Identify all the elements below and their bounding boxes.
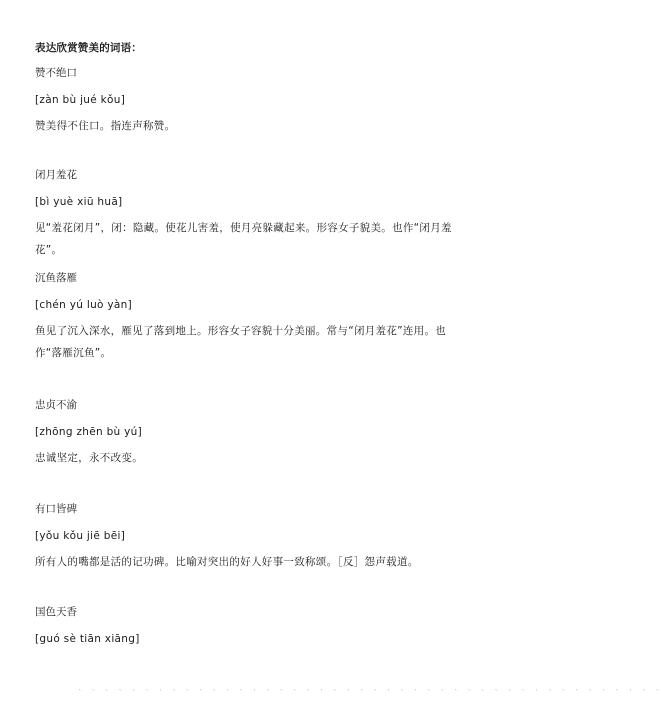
- entry-pinyin: [chén yú luò yàn]: [35, 299, 133, 311]
- entry-term: 有口皆碑: [35, 503, 77, 515]
- entry-definition: 见“羞花闭月”，闭：隐藏。使花儿害羞，使月亮躲藏起来。形容女子貌美。也作“闭月羞花”。: [35, 222, 452, 256]
- entry-pinyin: [zàn bù jué kǒu]: [35, 94, 126, 106]
- entry-pinyin: [yǒu kǒu jiē bēi]: [35, 530, 126, 542]
- entry-definition: 鱼见了沉入深水，雁见了落到地上。形容女子容貌十分美丽。常与“闭月羞花”连用。也作“落雁沉鱼”。: [35, 325, 447, 359]
- entry-definition: 赞美得不住口。指连声称赞。: [35, 120, 176, 132]
- entry-term: 沉鱼落雁: [35, 272, 77, 284]
- footer-dotted-line: ` ` ` ` ` ` ` ` ` ` ` ` ` ` ` ` ` ` ` ` ` ` ` ` ` ` ` ` ` ` ` ` ` ` ` ` ` ` ` ` ` ` ` `: [78, 689, 662, 697]
- page-heading: 表达欣赏赞美的词语：: [35, 42, 142, 54]
- entry-term: 忠贞不渝: [35, 399, 77, 411]
- entry-you-kou-jie-bei: [35, 502, 465, 573]
- entry-definition: 忠诚坚定，永不改变。: [35, 452, 143, 464]
- entry-definition: 所有人的嘴都是活的记功碑。比喻对突出的好人好事一致称颂。［反］怨声载道。: [35, 556, 419, 568]
- entry-pinyin: [bì yuè xiū huā]: [35, 196, 123, 208]
- entry-zan-bu-jue-kou: [35, 66, 465, 137]
- entry-term: 闭月羞花: [35, 169, 77, 181]
- entry-term: 国色天香: [35, 606, 77, 618]
- entry-pinyin: [zhōng zhēn bù yú]: [35, 426, 142, 438]
- entry-bi-yue-xiu-hua: [35, 168, 465, 261]
- entry-guo-se-tian-xiang: [35, 605, 465, 646]
- entry-pinyin: [guó sè tiān xiāng]: [35, 633, 140, 645]
- entry-zhong-zhen-bu-yu: [35, 398, 465, 469]
- entry-term: 赞不绝口: [35, 67, 77, 79]
- entry-chen-yu-luo-yan: [35, 271, 465, 364]
